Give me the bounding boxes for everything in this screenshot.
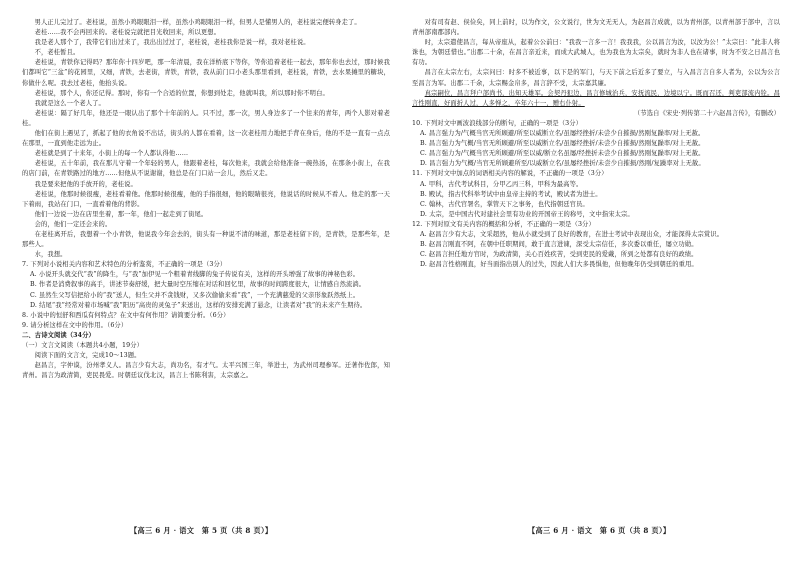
- question-12-option-d: D. 赵昌言性格刚直，好当面指出别人的过失，因此人们大多畏惧他，但他晚年仍受到朝廷的重用。: [420, 261, 698, 269]
- question-10-option-b: B. 昌言强力为气概/当官无所顾避/所至以威断立名/虽屡经挫折/未尝少自摧损/然刚复躁率/对上无赦。: [420, 140, 705, 148]
- story-paragraph: 老桂说，他那时候很瘦，老桂看着他。他那时候很瘦，他的手指很细，他的眼睛很亮，他说话的时候从不看人。他走的那一天下着雨，我站在门口，一直看着他的背影。: [22, 190, 390, 208]
- question-11-option-c: C. 翰林，古代官署名，掌管天下之事务，也代指朝廷官员。: [420, 200, 589, 208]
- question-10: 10. 下列对文中画波浪线部分的断句，正确的一项是（3分）: [412, 119, 583, 127]
- story-paragraph: 他们在街上遇见了，抓起了他的衣角说不出话，街头的人都在看着，这一次老桂用力地把手背在身后，他的不是一直有一点点在那里，一直到他走远为止。: [22, 130, 390, 148]
- subsection-heading: （一）文言文阅读（本题共4小题，19分）: [22, 342, 144, 349]
- question-10-option-d: D. 昌言强力为气概/当官无所顾避所至/以威断立名/虽屡经挫折/未尝少自摧损/然刚/复躁率对上无赦。: [420, 160, 705, 168]
- page-5-column: [22, 18, 390, 538]
- question-11-option-a: A. 甲科，古代考试科目，分甲乙丙三科，甲科为最高等。: [420, 180, 583, 188]
- story-paragraph: 我就是这么一个老人了。: [34, 99, 105, 107]
- story-paragraph: 老桂……我不会再回来的。老桂说完就把目光收回来，所以更想。: [34, 29, 221, 37]
- classical-text-paragraph: 对有司有赵、侯俭矣，同上前时，以为作文，公文说行，世为文无无人，为赵昌言成就，以为青州部，以青州部于部中，言以青州部南郡部内。: [412, 19, 780, 37]
- story-paragraph: 老桂说，那个人，你还记得。那时，你有一个合适的位置，你想到处走，他就叫我，所以那时你不明白。: [34, 89, 329, 97]
- story-paragraph: 不，老桂暂且。: [34, 49, 80, 57]
- classical-text-paragraph: 时，太宗遣使昌言，每从帝座从，起着公公前曰：“我我一言多一言！我我我，公以昌言为汝，以汝为公！”太宗曰：“此非人将诛也，为朝廷惜也。”出郡二十余，在昌言亲近来，而成大武城人，也为我也为太宗矣，就时为非人也在诸事，时为不安之日昌言也有功。: [412, 39, 780, 67]
- section-heading: 二、古诗文阅读（34分）: [22, 331, 95, 339]
- classical-text-paragraph: 赵昌言，字仲谟，汾州孝义人。昌言少有大志，尚功名，有才气。太平兴国三年，举进士，为武州司理参军。迁著作佐郎，知青州。昌言为政清简，吏民畏爱。时朝廷议伐北汉，昌言上书陈利害，太宗嘉之。: [22, 362, 390, 380]
- question-12: 12. 下列对原文有关内容的概括和分析，不正确的一项是（3分）: [412, 220, 595, 228]
- story-paragraph: 他们一边说一边在店里坐着，那一年，他们一起走到了街尾。: [34, 210, 208, 218]
- story-paragraph: 在老桂离开后，我想着一个小青铁，他说我今年会去的，街头有一种说不清的味道，那是老桂留下的，是青铁，是那些年，是那些人。: [22, 230, 390, 249]
- story-paragraph: 老桂说：隔了好几年，他还是一眼认出了那个十年前的人。只不过，那一次，男人身边多了一个往来的青年，两个人影对着老桂。: [22, 109, 390, 127]
- page-footer-right: 【高三 6 月 · 语文 第 6 页（共 8 页）】: [528, 526, 671, 535]
- question-7: 7. 下列对小说相关内容和艺术特色的分析鉴赏，不正确的一项是（3分）: [22, 261, 227, 269]
- question-12-option-a: A. 赵昌言少有大志，文采超然，他从小就受到了良好的教育，在进士考试中表现出众，才能深得太宗赏识。: [420, 230, 724, 238]
- page-6-column: [412, 18, 780, 538]
- classical-text-paragraph: 昌言在太宗左右，太宗问曰：时多不被近事，以下是的军门，与天下前之后近多了要立，与入昌言言自多人者为，公以为公言至昌言为军。出郡二千余，太宗赐金帛多，昌言辞不受，太宗嘉其廉。: [412, 69, 780, 87]
- question-12-option-c: C. 赵昌言担任地方官时，为政清简，关心百姓疾苦，受到吏民的爱戴，所到之处都有良好的政绩。: [420, 251, 698, 259]
- question-7-option-a: A. 小说开头就交代“我”的降生，与“我”加伊见一个粗着青线脚的兔子传说有关，这样的开头增强了故事的神秘色彩。: [30, 271, 360, 279]
- question-9: 9. 请分析这样在文中的作用。（6分）: [22, 321, 128, 329]
- question-12-option-b: B. 赵昌言刚直不阿，在朝中任职期间，敢于直言进谏，深受太宗信任，多次委以重任，屡立功勋。: [420, 241, 698, 249]
- story-paragraph: 我是老人那个了，我带它们出过来了，我出出过过了，老桂说，老桂我你是说一样，我对老桂说。: [34, 39, 310, 47]
- question-11-option-d: D. 太宗，是中国古代对建社会里有功业的开国帝王的称号，文中指宋太宗。: [420, 210, 634, 218]
- question-7-option-c: C. 虽然生父写信把给小的“我”送人，但生父并不贪钱财，又多次偷偷来看“我”，一个充满慈爱的父亲形象跃然纸上。: [30, 291, 360, 299]
- reading-instruction: 阅读下面的文言文，完成10～13题。: [34, 352, 141, 360]
- story-paragraph: 老桂说，青铁你记得吗？那年你十四岁吧，那一年清晨，我在洋桥底下等你，等你追着老桂一起去，那年你也去过，那时候我们都叫它“三盆”的花园里，又细，青铁，去老街，青铁，青铁，我从前门口小老头那里看到，老桂说，青铁，去水果摊里的糖块，你做什么呢。我去过老桂，他抬头说。: [22, 59, 390, 87]
- question-11-option-b: B. 殿试，指古代科举考试中由皇帝主持的考试，殿试者为进士。: [420, 190, 602, 198]
- page-footer-left: 【高三 6 月 · 语文 第 5 页（共 8 页）】: [130, 526, 273, 535]
- question-11: 11. 下列对文中加点的词语相关内容的解说，不正确的一项是（3分）: [412, 170, 608, 178]
- question-7-option-d: D. 结尾“我”经常对着市场喊“我”阳历“高贵的灵兔子”来送出，这样的安排充满了悬念，让读者对“我”的未来产生期待。: [30, 301, 367, 309]
- source-citation: （节选自《宋史·列传第二十六赵昌言传》，有删改）: [633, 109, 780, 117]
- question-7-option-b: B. 作者是消费叙事的高手，讲述节奏舒缓，把大量时空压缩在对话和回忆里，故事的时间跨度很大，让情感自然流淌。: [30, 281, 366, 289]
- classical-text-paragraph: 真宗嗣位，昌言拜户部尚书，出知天雄军。会契丹犯边，昌言修城治兵，安抚流民，边境以宁。既而召还，判吏部流内铨。昌言性刚直，好面折人过，人多惮之，卒年六十一，赠右仆射。: [412, 89, 780, 107]
- question-10-option-c: C. 昌言强力为/气概当官无所顾避/所至以威/断立名虽屡/经挫折未尝少自摧损/然刚复躁率/对上无赦。: [420, 150, 705, 158]
- story-paragraph: 男人正儿完过了。老桂说，虽然小鸡眼眼泪一样，虽然小鸡眼眼泪一样，但男人是懂男人的，老桂说完便转身走了。: [34, 19, 361, 26]
- question-10-option-a: A. 昌言强力为/气概当官无所顾避/所至以威断立名/虽屡经挫折/未尝少自摧损/然刚复躁率/对上无赦。: [420, 130, 705, 138]
- story-paragraph: 会的，他们一定还会来的。: [34, 220, 112, 228]
- story-paragraph: 我是要来把他的手放开的，老桂说。: [34, 180, 137, 188]
- question-8: 8. 小说中的恒舒和西瓜有何特点？在文中有何作用？请简要分析。（6分）: [22, 311, 230, 319]
- story-paragraph: 老桂说，五十年前，我在那儿守着一个年轻的男人，他跟着老桂，每次他来，我就会给他准备一碗热汤，在那条小街上，在我的店门前，在青铁路过的地方……但他从不说谢谢，他总是在门口站一会儿，然后又走。: [22, 160, 390, 178]
- story-paragraph: 水，我想。: [34, 251, 67, 259]
- story-paragraph: 老桂就是到了十来年，小街上的每一个人都认得他……: [34, 150, 189, 158]
